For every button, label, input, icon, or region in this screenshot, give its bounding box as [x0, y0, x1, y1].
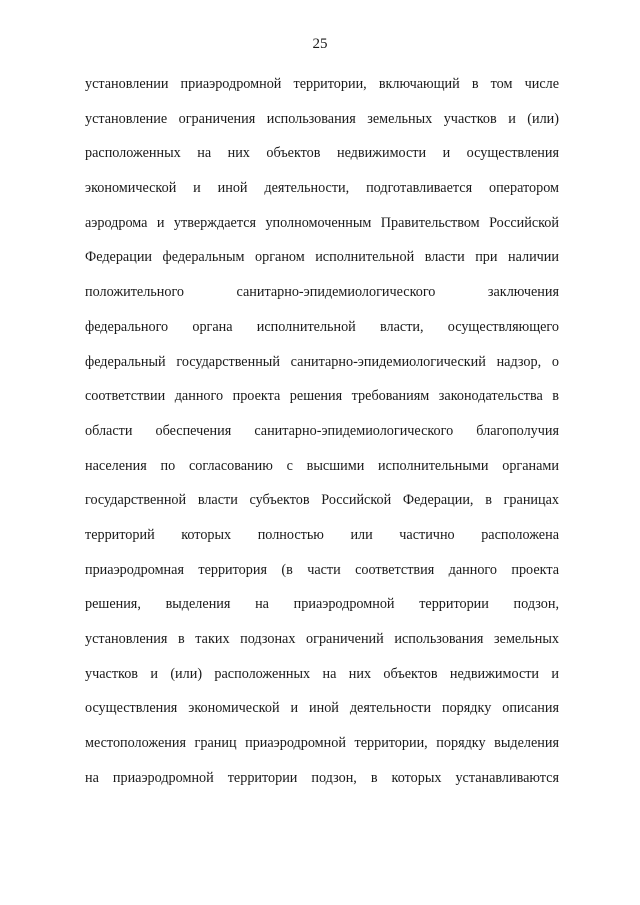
text-line: федерального органа исполнительной власти, осуществляющего — [85, 318, 559, 335]
text-line: государственной власти субъектов Российской Федерации, в границах — [85, 492, 559, 509]
text-line: соответствии данного проекта решения требованиям законодательства в — [85, 388, 559, 405]
page-number: 25 — [312, 36, 328, 52]
text-line: федеральный государственный санитарно-эпидемиологический надзор, о — [85, 353, 559, 370]
text-line: на приаэродромной территории подзон, в которых устанавливаются — [85, 769, 559, 786]
text-line: населения по согласованию с высшими исполнительными органами — [85, 457, 559, 474]
text-line: аэродрома и утверждается уполномоченным Правительством Российской — [85, 214, 559, 231]
text-line: участков и (или) расположенных на них объектов недвижимости и — [85, 665, 559, 682]
text-line: приаэродромная территория (в части соответствия данного проекта — [85, 561, 559, 578]
body-text — [85, 73, 559, 801]
text-line: установление ограничения использования земельных участков и (или) — [85, 110, 559, 127]
text-line: Федерации федеральным органом исполнительной власти при наличии — [85, 249, 559, 266]
text-line: области обеспечения санитарно-эпидемиологического благополучия — [85, 422, 559, 439]
text-line: экономической и иной деятельности, подготавливается оператором — [85, 180, 559, 197]
text-line: установления в таких подзонах ограничений использования земельных — [85, 631, 559, 647]
text-line: осуществления экономической и иной деятельности порядку описания — [85, 700, 559, 717]
text-line: установлении приаэродромной территории, включающий в том числе — [85, 76, 559, 92]
text-line: положительного санитарно-эпидемиологического заключения — [85, 284, 559, 301]
text-line: местоположения границ приаэродромной территории, порядку выделения — [85, 735, 559, 752]
text-line: расположенных на них объектов недвижимости и осуществления — [85, 145, 559, 162]
text-line: территорий которых полностью или частично расположена — [85, 526, 559, 543]
text-line: решения, выделения на приаэродромной территории подзон, — [85, 596, 559, 613]
